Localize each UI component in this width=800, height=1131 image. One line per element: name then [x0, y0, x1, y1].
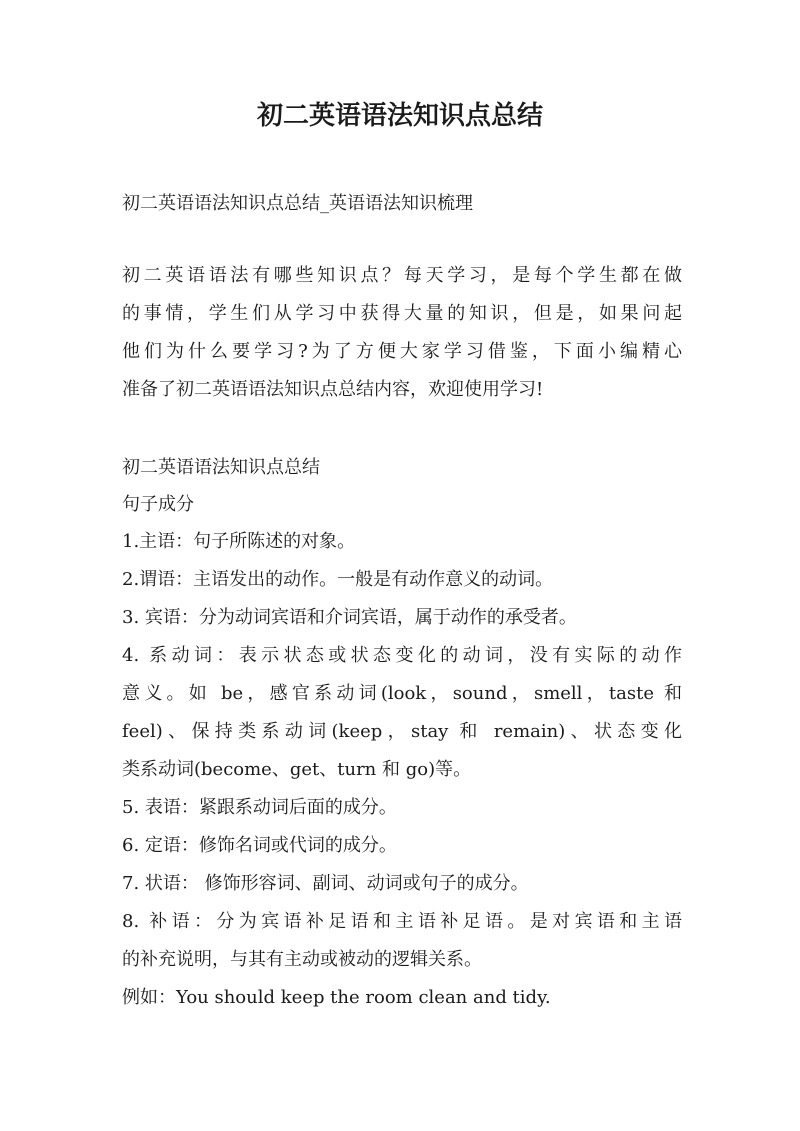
list-item: 意义。如 be，感官系动词(look，sound，smell，taste 和	[122, 683, 682, 704]
list-item: 8. 补语：分为宾语补足语和主语补足语。是对宾语和主语	[122, 911, 682, 932]
list-item: 6. 定语：修饰名词或代词的成分。	[122, 835, 397, 856]
list-item: 3. 宾语：分为动词宾语和介词宾语，属于动作的承受者。	[122, 607, 577, 628]
intro-line-1: 初二英语语法有哪些知识点？每天学习，是每个学生都在做	[122, 265, 682, 286]
document-title: 初二英语语法知识点总结	[256, 101, 543, 131]
list-item: 7. 状语： 修饰形容词、副词、动词或句子的成分。	[122, 873, 529, 894]
intro-line-4: 准备了初二英语语法知识点总结内容，欢迎使用学习!	[122, 379, 544, 400]
list-item: 4. 系动词：表示状态或状态变化的动词，没有实际的动作	[122, 645, 682, 666]
section-heading: 初二英语语法知识点总结	[122, 457, 320, 478]
subtitle: 初二英语语法知识点总结_英语语法知识梳理	[122, 193, 473, 214]
intro-line-2: 的事情，学生们从学习中获得大量的知识，但是，如果问起	[122, 303, 682, 324]
list-item: feel)、保持类系动词(keep，stay 和 remain)、状态变化	[122, 721, 682, 742]
intro-line-3: 他们为什么要学习?为了方便大家学习借鉴，下面小编精心	[122, 341, 682, 362]
subheading: 句子成分	[122, 494, 194, 515]
list-item: 1.主语：句子所陈述的对象。	[122, 531, 356, 552]
list-item: 5. 表语：紧跟系动词后面的成分。	[122, 797, 397, 818]
example-sentence: 例如：You should keep the room clean and tidy.	[122, 987, 551, 1008]
list-item: 类系动词(become、get、turn 和 go)等。	[122, 759, 472, 780]
list-item: 2.谓语：主语发出的动作。一般是有动作意义的动词。	[122, 569, 554, 590]
list-item: 的补充说明，与其有主动或被动的逻辑关系。	[122, 949, 482, 970]
